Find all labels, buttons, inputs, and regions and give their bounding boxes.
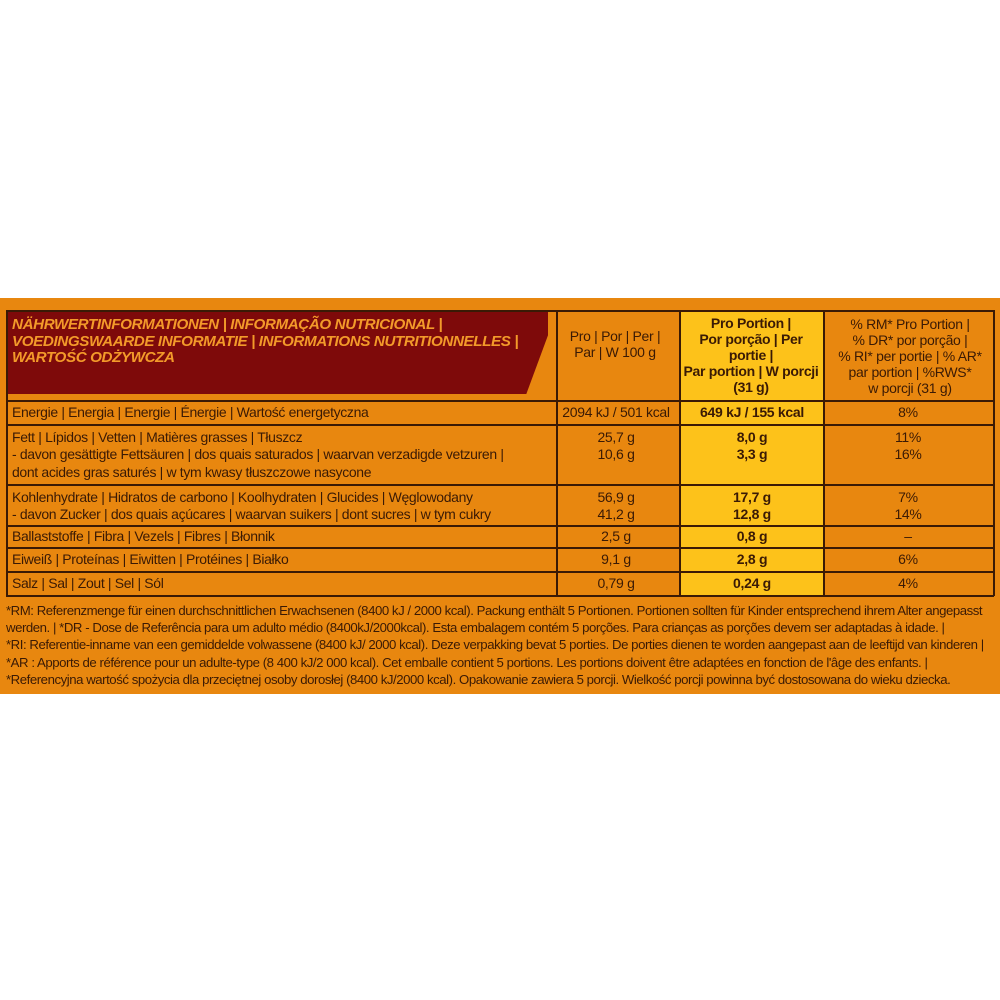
value-sugars-per-portion: 12,8 g [733,506,771,522]
row-divider [6,400,994,402]
value-salt-per-portion: 0,24 g [733,575,771,591]
value-carbohydrates-per-100g: 56,9 g [597,489,635,505]
footnote-line: *RM: Referenzmenge für einen durchschnittlichen Erwachsenen (8400 kJ / 2000 kcal). Packung enthält 5 Portionen. Portionen sollten für Kinder entsprechend ihrem Alter angepasst [6,603,983,618]
table-border-left [6,310,8,596]
row-label-sugars: - davon Zucker | dos quais açúcares | waarvan suikers | dont sucres | w tym cukry [12,506,491,522]
column-header-reference-intake: % RM* Pro Portion | % DR* por porção | % RI* per portie | % AR* par portion | %RWS* w porcji (31 g) [838,316,982,396]
column-divider [679,310,681,596]
row-label-fibre: Ballaststoffe | Fibra | Vezels | Fibres | Błonnik [12,528,275,544]
row-divider [6,484,994,486]
value-energy-per-portion: 649 kJ / 155 kcal [700,404,804,420]
row-label-fat: Fett | Lípidos | Vetten | Matières grasses | Tłuszcz [12,429,303,445]
row-label-saturates: - davon gesättigte Fettsäuren | dos quais saturados | waarvan verzadigde vetzuren | [12,446,504,462]
row-label-saturates-continued: dont acides gras saturés | w tym kwasy tłuszczowe nasycone [12,464,372,480]
value-energy-ri: 8% [898,404,918,420]
value-fat-per-portion: 8,0 g [736,429,768,445]
value-sugars-ri: 14% [894,506,922,522]
footnote-line: *RI: Referentie-inname van een gemiddelde volwassene (8400 kJ/ 2000 kcal). Deze verpakking bevat 5 porties. De porties dienen te worden aangepast aan de leeftijd van kinderen | [6,637,984,653]
value-fibre-per-100g: 2,5 g [601,528,631,544]
value-sugars-per-100g: 41,2 g [597,506,635,522]
row-label-protein: Eiweiß | Proteínas | Eiwitten | Protéines | Białko [12,551,289,567]
row-label-carbohydrates: Kohlenhydrate | Hidratos de carbono | Koolhydraten | Glucides | Węglowodany [12,489,473,505]
value-saturates-ri: 16% [894,446,922,462]
table-border-top [6,310,994,312]
table-border-bottom [6,595,994,597]
footnote-line: *Referencyjna wartość spożycia dla przeciętnej osoby dorosłej (8400 kJ/2000 kcal). Opakowanie zawiera 5 porcji. Wielkość porcji powinna być dostosowana do wieku dziecka. [6,671,951,687]
value-protein-ri: 6% [898,551,918,567]
row-label-salt: Salz | Sal | Zout | Sel | Sól [12,575,164,591]
value-fibre-ri: – [904,528,912,544]
nutrition-panel [0,298,1000,694]
value-salt-ri: 4% [898,575,918,591]
table-border-right [993,310,995,596]
column-divider [823,310,825,596]
column-header-per-portion: Pro Portion | Por porção | Per portie | Par portion | W porcji (31 g) [683,315,819,395]
footnote-line: *AR : Apports de référence pour un adulte-type (8 400 kJ/2 000 kcal). Cet emballe contient 5 portions. Les portions doivent être adaptées en fonction de l'âge des enfants. | [6,654,928,670]
value-fibre-per-portion: 0,8 g [736,528,768,544]
value-saturates-per-100g: 10,6 g [597,446,635,462]
footnotes [6,602,994,688]
value-carbohydrates-ri: 7% [898,489,918,505]
footnote-line: werden. | *DR - Dose de Referência para um adulto médio (8400kJ/2000kcal). Esta embalagem contém 5 porções. Para crianças as porções devem ser adaptadas à idade. | [6,620,945,636]
row-label-energy: Energie | Energia | Energie | Énergie | Wartość energetyczna [12,404,369,420]
value-energy-per-100g: 2094 kJ / 501 kcal [562,404,670,420]
value-carbohydrates-per-portion: 17,7 g [733,489,771,505]
row-divider [6,424,994,426]
column-header-per-100g: Pro | Por | Per | Par | W 100 g [569,328,661,360]
row-divider [6,571,994,573]
value-fat-per-100g: 25,7 g [597,429,635,445]
value-protein-per-portion: 2,8 g [736,551,768,567]
value-protein-per-100g: 9,1 g [601,551,631,567]
value-salt-per-100g: 0,79 g [597,575,635,591]
value-fat-ri: 11% [894,429,922,445]
row-divider [6,547,994,549]
table-title: NÄHRWERTINFORMATIONEN | INFORMAÇÃO NUTRICIONAL | VOEDINGSWAARDE INFORMATIE | INFORMATIONS NUTRITIONNELLES | WARTOŚĆ ODŻYWCZA [12,316,519,366]
value-saturates-per-portion: 3,3 g [736,446,768,462]
